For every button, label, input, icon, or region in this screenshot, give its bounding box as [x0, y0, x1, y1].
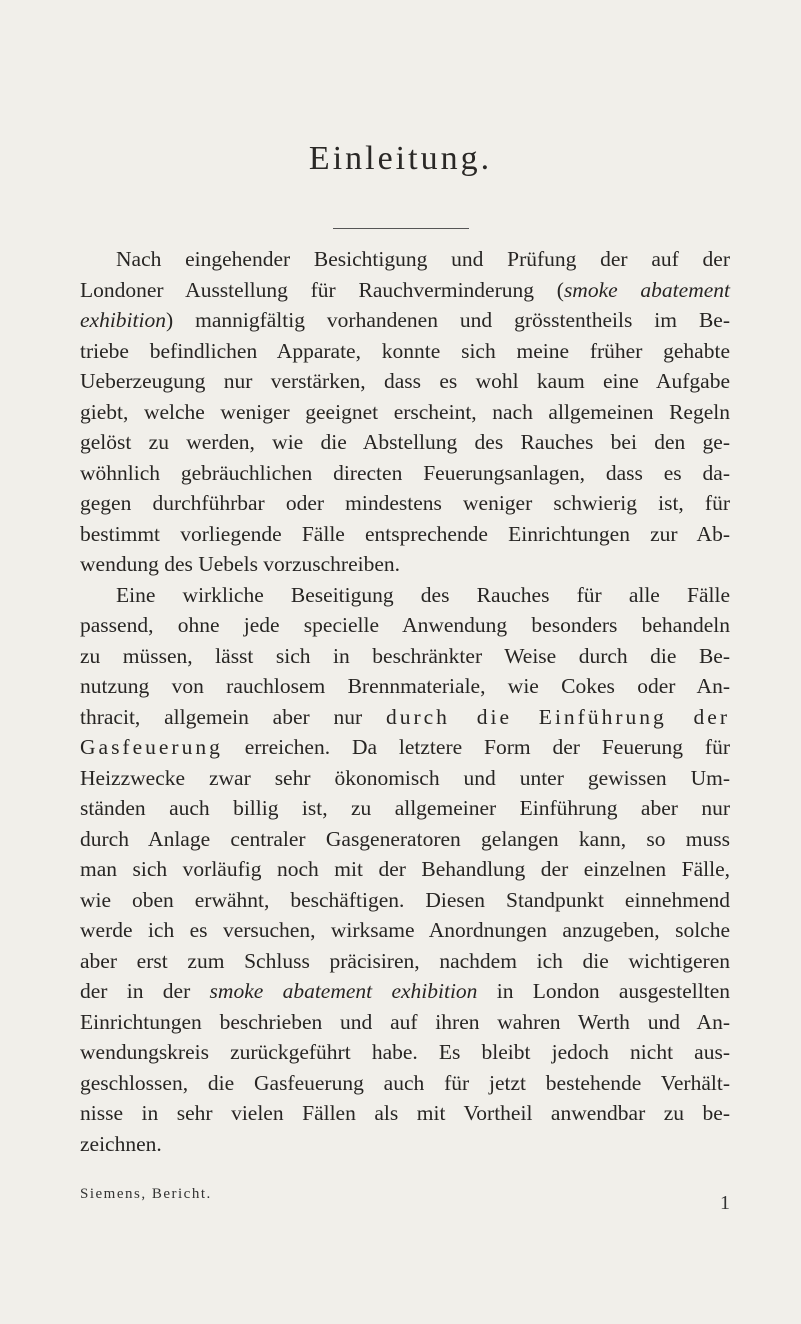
- text-run: giebt, welche weniger geeignet erscheint, nach allgemeinen Regeln: [80, 399, 730, 424]
- text-line: [80, 305, 730, 336]
- text-run: passend, ohne jede specielle Anwendung besonders behandeln: [80, 613, 730, 637]
- text-run: zu müssen, lässt sich in beschränkter Weise durch die Be-: [80, 643, 730, 668]
- text-line: [80, 488, 730, 519]
- text-run: erreichen. Da letztere Form der Feuerung für: [222, 735, 730, 759]
- text-run: Nach eingehender Besichtigung und Prüfung der auf der: [116, 247, 730, 271]
- text-run: Eine wirkliche Beseitigung des Rauches für alle Fälle: [116, 582, 730, 607]
- text-run: wendungskreis zurückgeführt habe. Es bleibt jedoch nicht aus-: [80, 1040, 730, 1064]
- text-run: durch Anlage centraler Gasgeneratoren gelangen kann, so muss: [80, 826, 730, 851]
- text-line: [80, 275, 730, 306]
- text-line: [80, 976, 730, 1007]
- text-line: [80, 793, 730, 824]
- spaced-emphasis: Gasfeuerung: [80, 735, 223, 759]
- text-line: [80, 549, 730, 580]
- text-run: thracit, allgemein aber nur: [80, 704, 386, 729]
- text-line: [80, 1129, 730, 1160]
- text-line: [80, 610, 730, 641]
- body-text: [80, 244, 730, 1159]
- text-line: [80, 732, 730, 763]
- text-run: bestimmt vorliegende Fälle entsprechende Einrichtungen zur Ab-: [80, 521, 730, 546]
- text-run: Londoner Ausstellung für Rauchverminderung (: [80, 277, 564, 302]
- text-line: [80, 885, 730, 916]
- text-run: wöhnlich gebräuchlichen directen Feuerungsanlagen, dass es da-: [80, 460, 730, 485]
- text-run: nutzung von rauchlosem Brennmateriale, wie Cokes oder An-: [80, 674, 730, 698]
- text-run: der in der: [80, 979, 210, 1003]
- italic-phrase: exhibition: [80, 308, 166, 332]
- text-run: zeichnen.: [80, 1131, 162, 1156]
- text-run: ständen auch billig ist, zu allgemeiner Einführung aber nur: [80, 796, 730, 820]
- text-line: [80, 1037, 730, 1068]
- text-run: wendung des Uebels vorzuschreiben.: [80, 552, 401, 576]
- text-run: ) mannigfältig vorhandenen und grösstentheils im Be-: [165, 308, 730, 332]
- text-line: [80, 366, 730, 397]
- text-line: [80, 824, 730, 855]
- text-line: [80, 397, 730, 428]
- text-line: [80, 946, 730, 977]
- text-run: Einrichtungen beschrieben und auf ihren wahren Werth und An-: [80, 1009, 730, 1034]
- page-number: 1: [720, 1192, 730, 1214]
- text-line: [80, 519, 730, 550]
- italic-phrase: smoke abatement exhibition: [209, 979, 478, 1003]
- text-run: man sich vorläufig noch mit der Behandlung der einzelnen Fälle,: [80, 857, 730, 881]
- text-run: werde ich es versuchen, wirksame Anordnungen anzugeben, solche: [80, 918, 730, 942]
- text-line: [80, 1068, 730, 1099]
- text-line: [80, 915, 730, 946]
- text-line: [80, 702, 730, 733]
- text-run: wie oben erwähnt, beschäftigen. Diesen Standpunkt einnehmend: [80, 887, 730, 912]
- text-run: aber erst zum Schluss präcisiren, nachdem ich die wichtigeren: [80, 948, 730, 973]
- text-run: triebe befindlichen Apparate, konnte sich meine früher gehabte: [80, 338, 730, 363]
- spaced-emphasis: durch die Einführung der: [385, 704, 730, 729]
- text-line: [80, 1098, 730, 1129]
- text-line: [80, 641, 730, 672]
- text-run: geschlossen, die Gasfeuerung auch für jetzt bestehende Verhält-: [80, 1070, 730, 1095]
- text-run: gegen durchführbar oder mindestens weniger schwierig ist, für: [80, 491, 730, 515]
- text-run: Ueberzeugung nur verstärken, dass es wohl kaum eine Aufgabe: [80, 369, 730, 393]
- text-line: [80, 580, 730, 611]
- text-run: in London ausgestellten: [477, 979, 730, 1003]
- signature-mark: Siemens, Bericht.: [80, 1186, 212, 1202]
- italic-phrase: smoke abatement: [563, 277, 730, 302]
- text-line: [80, 244, 730, 275]
- text-run: Heizzwecke zwar sehr ökonomisch und unter gewissen Um-: [80, 765, 730, 790]
- text-run: gelöst zu werden, wie die Abstellung des Rauches bei den ge-: [80, 430, 730, 454]
- text-line: [80, 458, 730, 489]
- text-line: [80, 336, 730, 367]
- page-footer: [80, 1186, 730, 1214]
- chapter-heading: Einleitung.: [308, 140, 493, 177]
- text-line: [80, 1007, 730, 1038]
- text-line: [80, 427, 730, 458]
- text-run: nisse in sehr vielen Fällen als mit Vortheil anwendbar zu be-: [80, 1101, 730, 1125]
- text-line: [80, 854, 730, 885]
- text-line: [80, 671, 730, 702]
- heading-rule: [333, 228, 469, 229]
- text-line: [80, 763, 730, 794]
